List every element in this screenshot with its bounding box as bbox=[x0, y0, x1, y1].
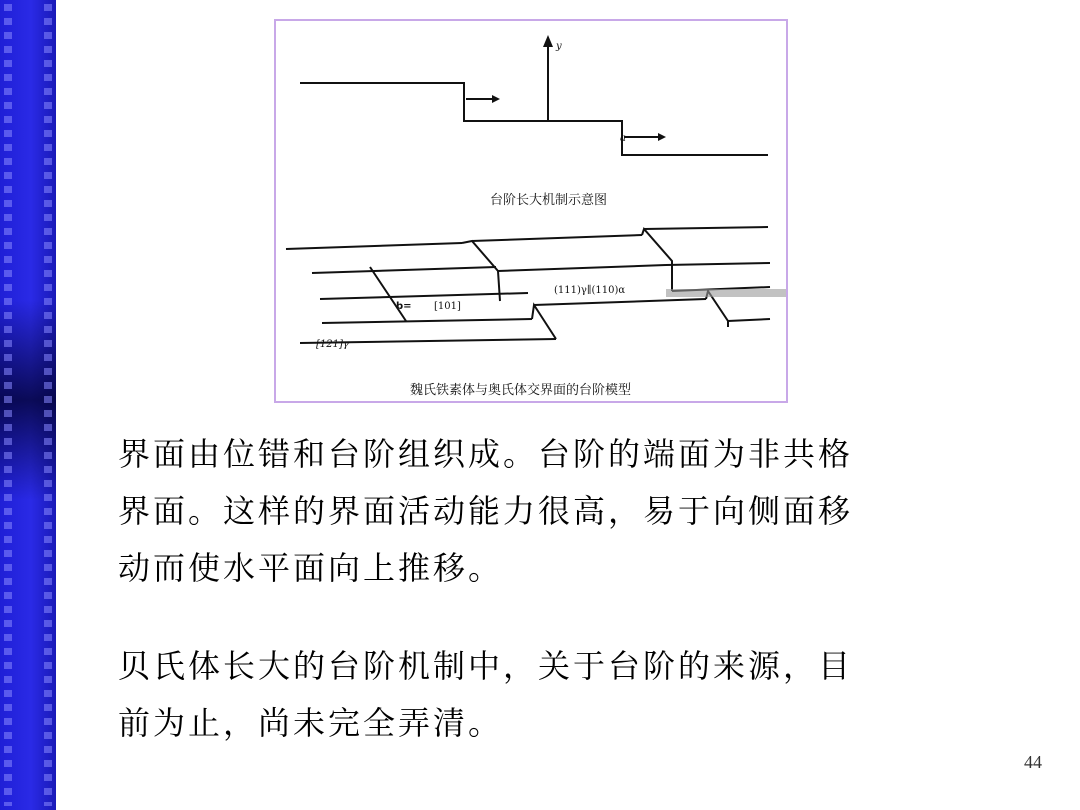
step-block-1-top bbox=[472, 235, 642, 241]
paragraph-step-source bbox=[118, 638, 1048, 752]
paragraph1-line2: 界面。这样的界面活动能力很高，易于向侧面移 bbox=[118, 492, 854, 530]
model-line-7 bbox=[728, 319, 770, 321]
step-block-2-top bbox=[534, 299, 706, 305]
page-number: 44 bbox=[1024, 752, 1042, 772]
a-label: a bbox=[620, 133, 626, 144]
y-axis-label: y bbox=[556, 41, 562, 52]
step-arrowhead-1 bbox=[492, 95, 500, 103]
paragraph1-line1: 界面由位错和台阶组织成。台阶的端面为非共格 bbox=[118, 435, 854, 473]
bottom-figure-caption: 魏氏铁素体与奥氏体交界面的台阶模型 bbox=[410, 383, 632, 398]
habit-plane-band bbox=[666, 289, 786, 297]
paragraph-interface-steps bbox=[118, 426, 1048, 597]
interface-step-figure bbox=[274, 19, 788, 403]
burgers-arrow-line bbox=[370, 267, 406, 321]
plane-relation-label: (111)γ∥(110)α bbox=[554, 285, 626, 296]
step-arrowhead-2 bbox=[658, 133, 666, 141]
model-line-6 bbox=[666, 263, 770, 265]
step-block-3-top bbox=[644, 227, 768, 229]
paragraph2-line2: 前为止，尚未完全弄清。 bbox=[118, 704, 504, 742]
step-block-1 bbox=[462, 241, 500, 301]
step-diagram-svg bbox=[276, 21, 786, 401]
paragraph1-line3: 动而使水平面向上推移。 bbox=[118, 549, 504, 587]
side-band-pattern-left bbox=[4, 4, 12, 806]
top-figure-caption: 台阶长大机制示意图 bbox=[490, 193, 608, 208]
side-band-pattern-right bbox=[44, 4, 52, 806]
step-profile-line bbox=[300, 83, 768, 155]
model-line-4 bbox=[322, 319, 532, 323]
burgers-vector-label: b= bbox=[396, 301, 412, 312]
y-axis-arrowhead bbox=[543, 35, 553, 47]
paragraph2-line1: 贝氏体长大的台阶机制中，关于台阶的来源，目 bbox=[118, 647, 854, 685]
step-block-2 bbox=[532, 305, 556, 339]
model-line-3 bbox=[320, 293, 528, 299]
model-line-2 bbox=[312, 267, 496, 273]
side-decor-band bbox=[0, 0, 56, 810]
model-line-1 bbox=[286, 243, 462, 249]
burgers-vector-direction: [101] bbox=[434, 301, 461, 312]
direction-label: [121]γ bbox=[316, 339, 349, 350]
step-block-1-mid bbox=[498, 265, 666, 271]
step-block-3 bbox=[642, 229, 672, 291]
